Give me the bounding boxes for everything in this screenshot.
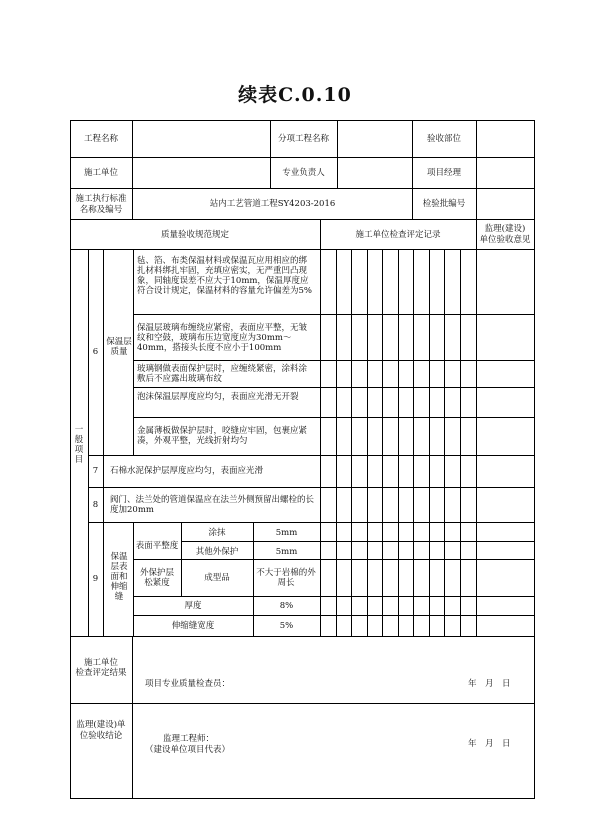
item-6-clause-4: 泡沫保温层厚度应均匀，表面应光滑无开裂 [137, 392, 299, 402]
professional-lead-label: 专业负责人 [282, 168, 325, 178]
rule [88, 455, 534, 456]
inspector-label: 项目专业质量检查员： [145, 679, 231, 689]
inspection-date: 年 月 日 [468, 679, 511, 689]
acceptance-part-label: 验收部位 [426, 134, 461, 144]
item-6-number: 6 [92, 347, 99, 357]
joint-width-label: 伸缩缝宽度 [171, 621, 215, 631]
item-8-number: 8 [92, 500, 99, 510]
rule [133, 522, 134, 636]
rule [70, 219, 535, 220]
item-9-category: 保温层表面和伸缩缝 [110, 552, 128, 602]
rule [398, 249, 399, 636]
spec-column-header: 质量验收规范规定 [160, 230, 229, 240]
section-label: 一般项目 [74, 425, 84, 465]
supervision-conclusion-label: 监理(建设)单 [76, 720, 126, 730]
border [534, 120, 535, 799]
rule [70, 636, 535, 637]
rule [460, 249, 461, 636]
border [70, 798, 535, 799]
joint-width-value: 5% [279, 621, 294, 631]
engineer-label: 监理工程师： [163, 734, 215, 744]
rule [88, 522, 534, 523]
coating-label: 涂抹 [208, 528, 226, 538]
rule [70, 703, 535, 704]
standard-value: 站内工艺管道工程SY4203-2016 [209, 199, 336, 209]
border [70, 120, 71, 799]
construction-check-label-line2: 检查评定结果 [75, 668, 127, 678]
rule [70, 249, 535, 250]
other-protection-value: 5mm [275, 547, 298, 557]
rule [133, 387, 534, 388]
rule [70, 188, 535, 189]
surface-flatness-label: 表面平整度 [135, 541, 179, 551]
project-manager-label: 项目经理 [426, 168, 461, 178]
finished-product-value: 不大于岩棉的外周长 [256, 568, 316, 588]
rule [70, 157, 535, 158]
page-title: 续表C.0.10 [238, 84, 352, 106]
rule [133, 314, 534, 315]
item-6-clause-1: 毡、箔、布类保温材料或保温瓦应用相应的绑扎材料绑扎牢固，充填应密实，无严重凹凸现象，同轴度误差不应大于10mm，保温厚度应符合设计规定，保温材料的容量允许偏差为5% [137, 256, 312, 296]
finished-product-label: 成型品 [204, 573, 230, 583]
construction-unit-label: 施工单位 [83, 168, 118, 178]
item-6-clause-5: 金属薄板做保护层时，咬缝应牢固，包裹应紧凑，外观平整，光线折射均匀 [137, 426, 308, 446]
rule [253, 522, 254, 636]
batch-number-label: 检验批编号 [422, 199, 466, 209]
item-6-clause-3: 玻璃钢做表面保护层时，应缠绕紧密，涂料涂敷后不应露出玻璃布纹 [137, 364, 308, 384]
rule [320, 219, 321, 636]
rule [133, 417, 534, 418]
item-6-clause-2: 保温层玻璃布缠绕应紧密，表面应平整，无皱纹和空鼓，玻璃布压边宽度应为30mm～40mm，搭接头长度不应小于100mm [137, 323, 308, 353]
rule [337, 120, 338, 188]
engineer-sub-label: （建设单位项目代表） [145, 745, 231, 755]
rule [181, 541, 534, 542]
standard-label-line2: 名称及编号 [79, 205, 123, 215]
rule [444, 249, 445, 636]
item-6-category: 保温层质量 [106, 337, 132, 357]
rule [133, 596, 534, 597]
thickness-label: 厚度 [184, 601, 202, 611]
rule [133, 559, 534, 560]
rule [133, 249, 134, 455]
rule [133, 360, 534, 361]
rule [413, 249, 414, 636]
supervision-conclusion-label-line2: 位验收结论 [79, 731, 123, 741]
rule [351, 249, 352, 636]
project-name-label: 工程名称 [83, 134, 118, 144]
rule [133, 615, 534, 616]
rule [476, 219, 477, 636]
rule [132, 636, 133, 799]
rule [382, 249, 383, 636]
coating-value: 5mm [275, 528, 298, 538]
rule [429, 249, 430, 636]
construction-check-label: 施工单位 [83, 658, 118, 668]
rule [103, 249, 104, 636]
item-8-text: 阀门、法兰处的管道保温应在法兰外侧预留出螺栓的长度加20mm [110, 495, 315, 515]
rule [336, 249, 337, 636]
supervision-column-header: 监理(建设) [484, 224, 526, 234]
rule [88, 487, 534, 488]
other-protection-label: 其他外保护 [195, 547, 239, 557]
thickness-value: 8% [279, 601, 294, 611]
item-7-number: 7 [92, 466, 99, 476]
rule [367, 249, 368, 636]
looseness-label: 外保护层松紧度 [139, 568, 174, 588]
item-7-text: 石棉水泥保护层厚度应均匀，表面应光滑 [110, 466, 264, 476]
supervision-date: 年 月 日 [468, 739, 511, 749]
supervision-column-header-line2: 单位验收意见 [479, 235, 531, 245]
sub-project-label: 分项工程名称 [277, 134, 329, 144]
standard-label: 施工执行标准 [75, 194, 127, 204]
item-9-number: 9 [92, 574, 99, 584]
check-record-column-header: 施工单位检查评定记录 [355, 230, 441, 240]
rule [476, 120, 477, 219]
border [70, 120, 535, 121]
